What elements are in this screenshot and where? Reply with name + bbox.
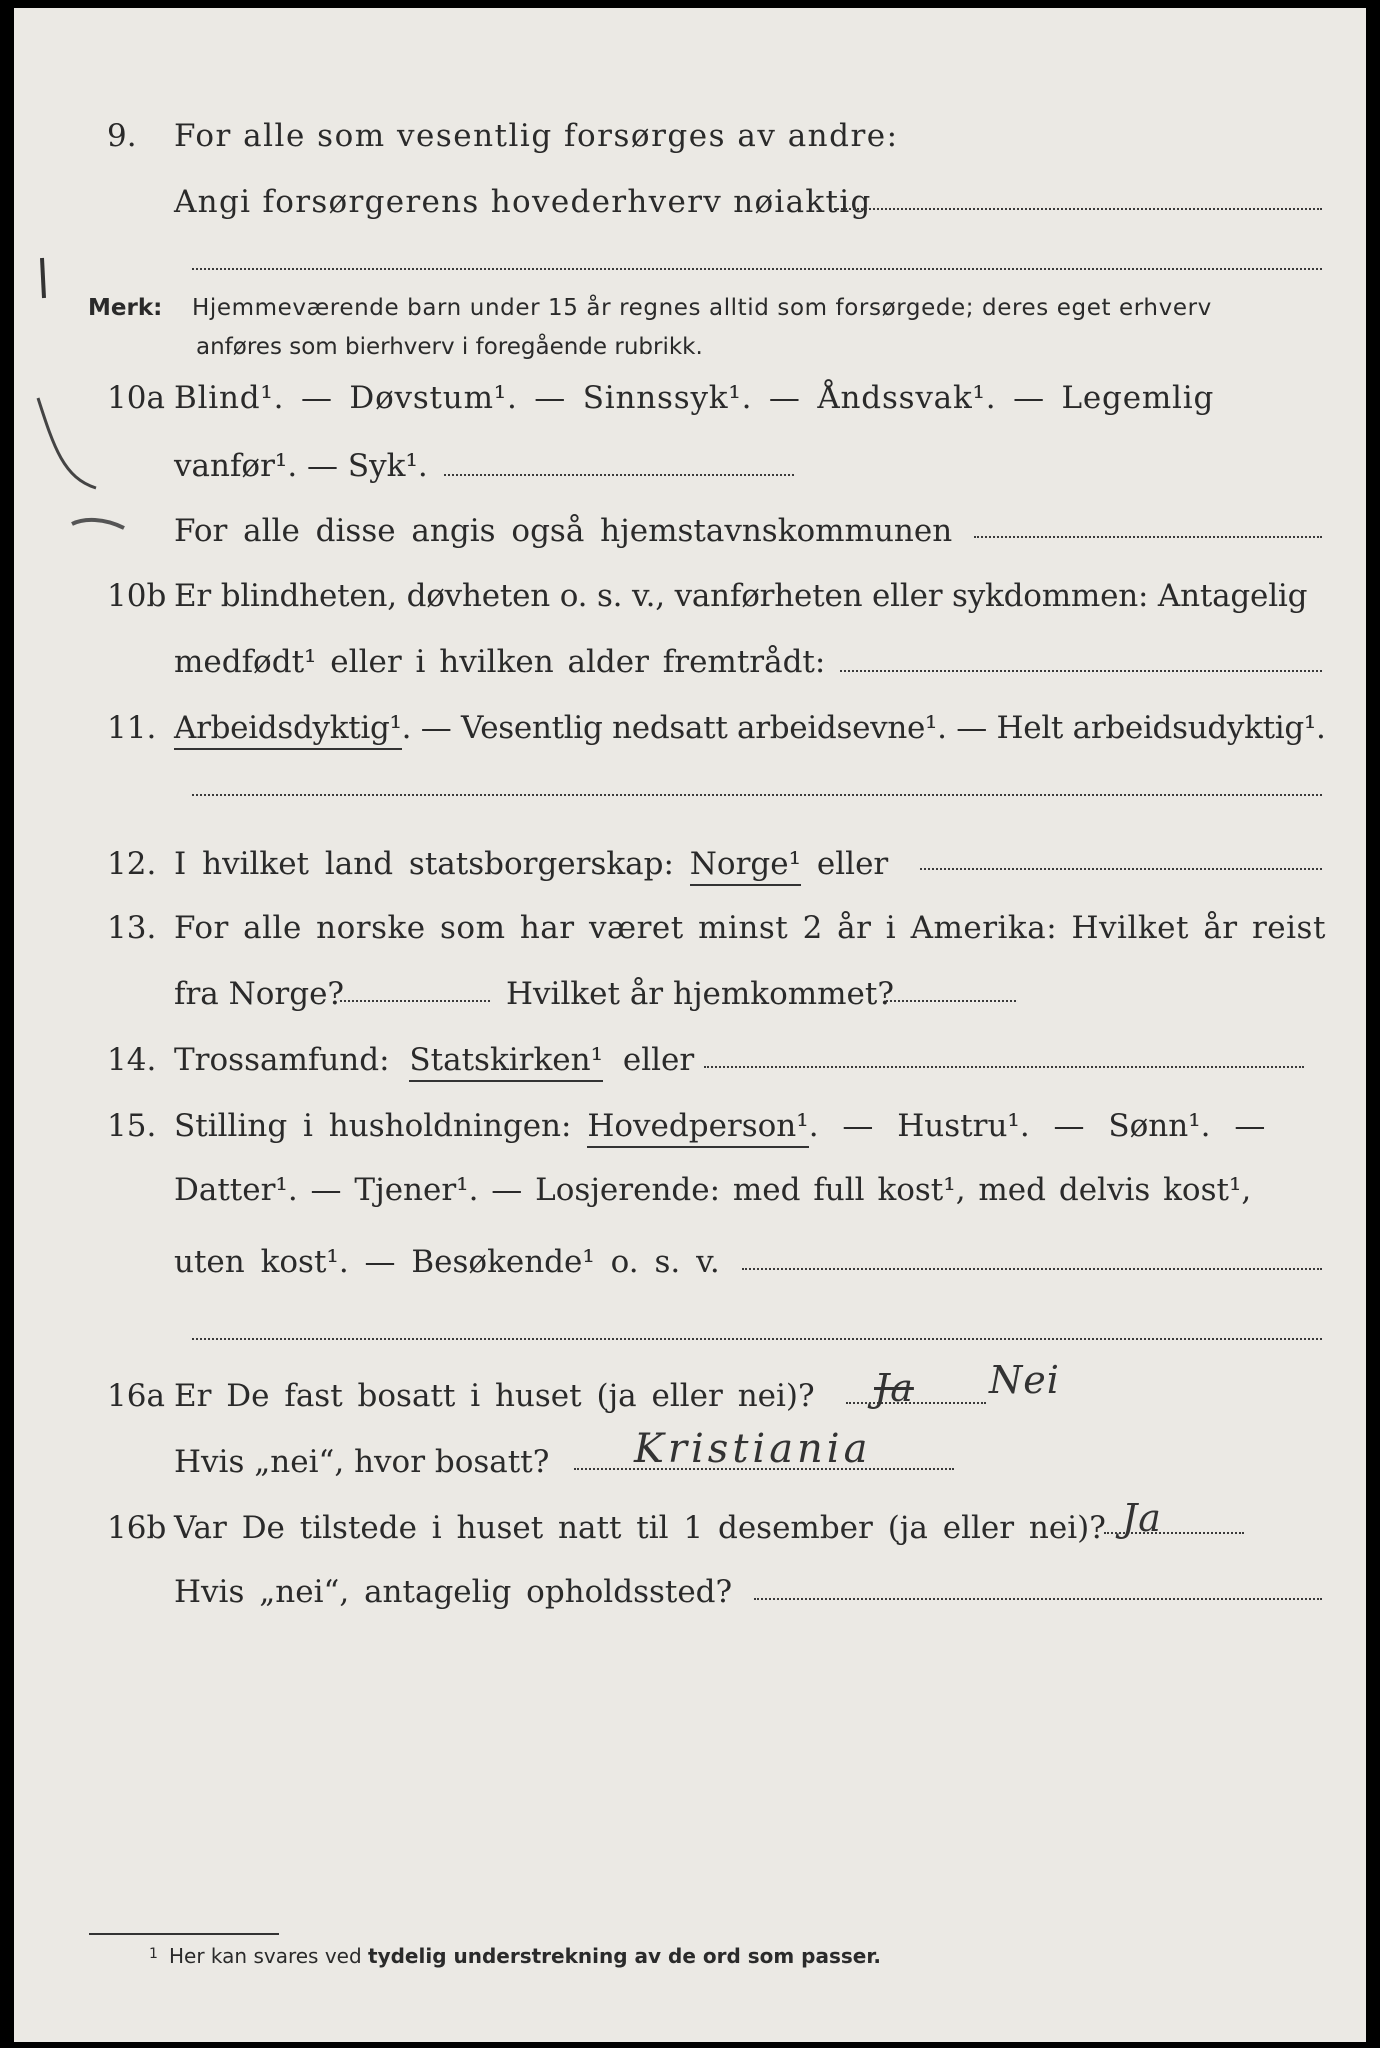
q16a-bosatt-handwritten-answer: Kristiania <box>634 1426 872 1472</box>
footnote-text <box>169 1944 881 1968</box>
q10a-line3: For alle disse angis også hjemstavnskommunen <box>174 513 953 549</box>
q9-answer-line[interactable] <box>834 208 1322 210</box>
q10a-line1: Blind¹. — Døvstum¹. — Sinnssyk¹. — Åndssvak¹. — Legemlig <box>174 380 1215 416</box>
q9-answer-line-2[interactable] <box>192 268 1322 270</box>
q13-line2a: fra Norge? <box>174 976 345 1012</box>
q13-reist-answer-line[interactable] <box>340 1000 490 1002</box>
q16b-line2: Hvis „nei“, antagelig opholdssted? <box>174 1574 733 1610</box>
q10a-line2: vanfør¹. — Syk¹. <box>174 448 428 484</box>
q12-line <box>174 846 888 882</box>
q12-question: I hvilket land statsborgerskap: <box>174 846 674 882</box>
footnote-bold: tydelig understrekning av de ord som passer. <box>368 1944 881 1968</box>
q14-selected-statskirken[interactable]: Statskirken¹ <box>409 1042 603 1082</box>
q15-answer-line-2[interactable] <box>192 1338 1322 1340</box>
q13-line1: For alle norske som har været minst 2 år i Amerika: Hvilket år reist <box>174 910 1326 946</box>
q15-options-1: . — Hustru¹. — Sønn¹. — <box>808 1108 1266 1144</box>
q10a-kommune-answer-line[interactable] <box>974 536 1322 538</box>
q14-eller: eller <box>622 1042 695 1078</box>
q9-line2: Angi forsørgerens hovederhverv nøiaktig <box>174 184 872 220</box>
q16a-line1: Er De fast bosatt i huset (ja eller nei)? <box>174 1378 815 1414</box>
q16a-line2: Hvis „nei“, hvor bosatt? <box>174 1444 550 1480</box>
q15-answer-line[interactable] <box>742 1268 1322 1270</box>
q16b-line1: Var De tilstede i huset natt til 1 desember (ja eller nei)? <box>174 1510 1106 1546</box>
q11-rest: . — Vesentlig nedsatt arbeidsevne¹. — Helt arbeidsudyktig¹. <box>401 710 1326 746</box>
q16a-struck-answer: Ja <box>874 1366 914 1410</box>
footnote-mark: 1 <box>149 1946 158 1962</box>
q15-line1 <box>174 1108 1265 1144</box>
q12-answer-line[interactable] <box>920 868 1322 870</box>
q16a-number: 16a <box>107 1378 165 1414</box>
q10a-number: 10a <box>107 380 165 416</box>
q12-number: 12. <box>107 846 157 882</box>
q15-question: Stilling i husholdningen: <box>174 1108 572 1144</box>
q11-number: 11. <box>107 710 157 746</box>
footnote-rule <box>89 1933 279 1935</box>
q13-number: 13. <box>107 910 157 946</box>
q11-selected-arbeidsdyktig[interactable]: Arbeidsdyktig¹ <box>174 710 402 750</box>
q15-number: 15. <box>107 1108 157 1144</box>
q11-line <box>174 710 1326 746</box>
q15-line2: Datter¹. — Tjener¹. — Losjerende: med full kost¹, med delvis kost¹, <box>174 1172 1252 1208</box>
footnote-plain: Her kan svares ved <box>169 1944 362 1968</box>
q14-line <box>174 1042 694 1078</box>
q9-line1: For alle som vesentlig forsørges av andre: <box>174 118 899 154</box>
q10a-syk-answer-line[interactable] <box>444 474 794 476</box>
q10b-number: 10b <box>107 578 167 614</box>
census-form-page <box>14 8 1366 2042</box>
q16a-answer-line[interactable] <box>846 1402 986 1404</box>
q13-hjemkommet-answer-line[interactable] <box>886 1000 1016 1002</box>
q16b-opholdssted-answer-line[interactable] <box>754 1598 1322 1600</box>
q13-line2b: Hvilket år hjemkommet? <box>506 976 894 1012</box>
q11-answer-line[interactable] <box>192 794 1322 796</box>
merk-label: Merk: <box>88 295 163 321</box>
q10b-line1: Er blindheten, døvheten o. s. v., vanførheten eller sykdommen: Antagelig <box>174 578 1308 614</box>
merk-line2: anføres som bierhverv i foregående rubrikk. <box>196 334 703 360</box>
q15-line3: uten kost¹. — Besøkende¹ o. s. v. <box>174 1244 720 1280</box>
q12-eller: eller <box>816 846 889 882</box>
q15-selected-hovedperson[interactable]: Hovedperson¹ <box>587 1108 808 1148</box>
q12-selected-norge[interactable]: Norge¹ <box>690 846 801 886</box>
q10b-line2: medfødt¹ eller i hvilken alder fremtrådt: <box>174 644 826 680</box>
q14-number: 14. <box>107 1042 157 1078</box>
q16b-handwritten-answer: Ja <box>1122 1496 1162 1540</box>
q9-number: 9. <box>107 118 137 154</box>
q16b-number: 16b <box>107 1510 167 1546</box>
q10b-answer-line[interactable] <box>840 670 1322 672</box>
q16a-handwritten-answer: Nei <box>989 1358 1060 1402</box>
q14-answer-line[interactable] <box>704 1066 1304 1068</box>
q14-question: Trossamfund: <box>174 1042 390 1078</box>
merk-line1: Hjemmeværende barn under 15 år regnes alltid som forsørgede; deres eget erhverv <box>192 295 1212 321</box>
